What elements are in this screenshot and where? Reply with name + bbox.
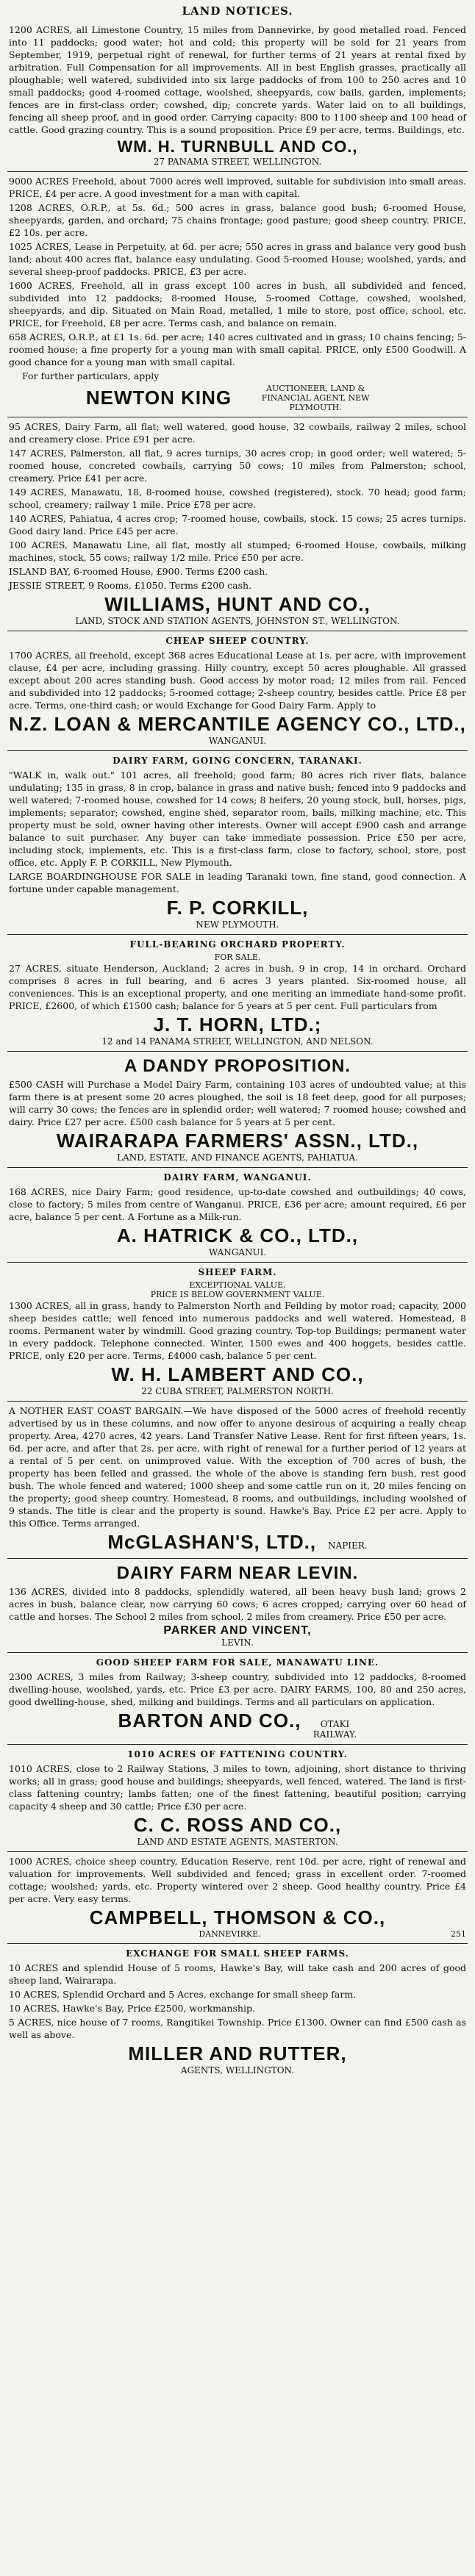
- section-heading: LAND NOTICES.: [182, 4, 293, 18]
- ad-title: A DANDY PROPOSITION.: [124, 1056, 351, 1076]
- agent-name: BARTON AND CO.,: [118, 1709, 301, 1732]
- ad-horn: [7, 935, 468, 1052]
- ad-body: LARGE BOARDINGHOUSE FOR SALE in leading Taranaki town, fine stand, good connection. A fortune under capable management.: [9, 871, 466, 894]
- agent-address: DANNEVIRKE.: [199, 1929, 261, 1939]
- agent-address: 12 and 14 PANAMA STREET, WELLINGTON, AND NELSON.: [101, 1036, 374, 1047]
- listing-item: 658 ACRES, O.R.P., at £1 1s. 6d. per acre; 140 acres cultivated and in grass; 10 chains fencing; 5-roomed house; a fine property for a young man with small capital. PRICE, only £500 Goodwill. A good chance for a young man with small capital.: [9, 331, 466, 367]
- ad-nz-loan: [7, 631, 468, 751]
- listing-item: 10 ACRES, Hawke's Bay, Price £2500, workmanship.: [9, 2003, 255, 2014]
- agent-address: LAND AND ESTATE AGENTS, MASTERTON.: [137, 1837, 338, 1847]
- ad-ross: [7, 1745, 468, 1852]
- agent-address: 22 CUBA STREET, PALMERSTON NORTH.: [141, 1386, 334, 1396]
- agent-name: N.Z. LOAN & MERCANTILE AGENCY CO., LTD.,: [9, 713, 466, 735]
- ad-subtitle: EXCEPTIONAL VALUE.: [189, 1280, 286, 1290]
- listing-item: 10 ACRES, Splendid Orchard and 5 Acres, exchange for small sheep farm.: [9, 1989, 357, 2000]
- agent-name: C. C. ROSS AND CO.,: [133, 1814, 342, 1836]
- ad-title: DAIRY FARM NEAR LEVIN.: [116, 1563, 359, 1583]
- listing-item: 147 ACRES, Palmerston, all flat, 9 acres turnips, 30 acres crop; in good order; well watered; 5-roomed house, concreted cowbails, carrying 50 cows; 10 miles from Palmerston; school, creamery. Price £41 per acre.: [9, 448, 466, 484]
- agent-name: WM. H. TURNBULL AND CO.,: [117, 137, 358, 156]
- listing-item: 149 ACRES, Manawatu, 18, 8-roomed house, cowshed (registered), stock. 70 head; good farm; school, creamery; railway 1 mile. Price £78 per acre.: [9, 487, 466, 510]
- ad-subtitle: PRICE IS BELOW GOVERNMENT VALUE.: [150, 1290, 325, 1299]
- listing-item: 9000 ACRES Freehold, about 7000 acres well improved, suitable for subdivision into small areas. PRICE, £4 per acre. A good investment for a man with capital.: [9, 176, 466, 199]
- ad-subtitle: FOR SALE.: [214, 952, 261, 962]
- agent-name: A. HATRICK & CO., LTD.,: [116, 1224, 359, 1246]
- agent-address: LAND, STOCK AND STATION AGENTS, JOHNSTON ST., WELLINGTON.: [75, 616, 400, 626]
- listing-item: JESSIE STREET, 9 Rooms, £1050. Terms £200 cash.: [9, 580, 252, 591]
- ad-title: GOOD SHEEP FARM FOR SALE, MANAWATU LINE.: [96, 1657, 379, 1668]
- listing-item: 95 ACRES, Dairy Farm, all flat; well watered, good house, 32 cowbails, railway 2 miles, school and creamery close. Price £91 per acre.: [9, 421, 466, 445]
- agent-name: PARKER AND VINCENT,: [163, 1624, 312, 1637]
- listing-item: 1208 ACRES, O.R.P., at 5s. 6d.; 500 acres in grass, balance good bush; 6-roomed House, sheepyards, garden, and orchard; 75 chains frontage; good pasture; good sheep country. PRICE, £2 10s. per acre.: [9, 202, 466, 238]
- ad-lambert: [7, 1263, 468, 1402]
- agent-address: AGENTS, WELLINGTON.: [180, 2065, 295, 2075]
- ad-body: 1700 ACRES, all freehold, except 368 acres Educational Lease at 1s. per acre, with improvement clause, £4 per acre, including grassing. Hilly country, except 50 acres ploughable. All grassed except about 200 acres standing bush. Good access by motor road; 12 miles from rail. Fenced and subdivided into 12 paddocks; 5-roomed cottage; 2-sheep country, besides cattle. Price £8 per acre. Terms, one-third cash; or would Exchange for Good Dairy Farm. Apply to: [9, 650, 466, 711]
- agent-address: WANGANUI.: [208, 1247, 267, 1257]
- agent-name: J. T. HORN, LTD.;: [153, 1013, 322, 1036]
- ad-footer-note: For further particulars, apply: [22, 370, 160, 381]
- ad-barton: [7, 1653, 468, 1745]
- ad-body: A NOTHER EAST COAST BARGAIN.—We have disposed of the 5000 acres of freehold recently advertised by us in these columns, and now offer to anyone desirous of acquiring a really cheap property. Area, 4270 acres, 42 years. Land Transfer Native Lease. Rent for first fifteen years, 1s. 6d. per acre, and after that 2s. per acre, with right of renewal for a further period of 12 years at a rental of 5 per cent. on unimproved value. With the exception of 700 acres of bush, the property has been felled and grassed, the whole of the above is standing fern bush, rest good bush. The whole fenced and watered; 1000 sheep and some cattle run on it, 20 miles fencing on the property; good sheep country. Homestead, 8 rooms, and outbuildings, including woolshed of 9 stands. The title is clear and the property is sound. Hawke's Bay. Price £2 per acre. Apply to this Office. Terms arranged.: [9, 1405, 466, 1529]
- ad-title: DAIRY FARM, WANGANUI.: [163, 1172, 312, 1183]
- agent-name: F. P. CORKILL,: [166, 897, 309, 919]
- ad-wairarapa: [7, 1052, 468, 1168]
- ad-corkill: [7, 751, 468, 935]
- listing-item: 5 ACRES, nice house of 7 rooms, Rangitikei Township. Price £1300. Owner can find £500 cash as well as above.: [9, 2017, 466, 2040]
- ad-williams-hunt: [7, 417, 468, 631]
- agent-address: LAND, ESTATE, AND FINANCE AGENTS, PAHIATUA.: [117, 1152, 358, 1163]
- agent-address: 27 PANAMA STREET, WELLINGTON.: [153, 157, 322, 167]
- agent-name: WILLIAMS, HUNT AND CO.,: [104, 593, 371, 615]
- ad-title: EXCHANGE FOR SMALL SHEEP FARMS.: [126, 1948, 349, 1959]
- ad-title: 1010 ACRES OF FATTENING COUNTRY.: [127, 1749, 348, 1759]
- ad-body: 1200 ACRES, all Limestone Country, 15 miles from Dannevirke, by good metalled road. Fenced into 11 paddocks; good water; hot and cold; this property will be sold for 21 years from September, 1919, perpetual right of renewal, for further terms of 21 years at rental fixed by arbitration. Full Compensation for all improvements. All in best English grasses, practically all ploughable; well watered, subdivided into six large paddocks of from 100 to 250 acres and 10 small paddocks; good 4-roomed cottage, woolshed, sheepyards, cow bails, garden, implements; fences are in first-class order; cowshed, dip; concrete yards. Water laid on to all buildings, fencing all sheep proof, and in good order. Carrying capacity: 800 to 1100 sheep and 100 head of cattle. Good grazing country. This is a sound proposition. Price £9 per acre, terms. Buildings, etc.: [9, 24, 466, 135]
- ad-body: 2300 ACRES, 3 miles from Railway; 3-sheep country, subdivided into 12 paddocks, 8-roomed dwelling-house, woolshed, yards, etc. Price £3 per acre. DAIRY FARMS, 100, 80 and 250 acres, good dwelling-house, shed, milking and buildings. Terms and all particulars on application.: [9, 1671, 466, 1707]
- agent-address: WANGANUI.: [208, 736, 267, 746]
- agent-role: AUCTIONEER, LAND & FINANCIAL AGENT, NEW PLYMOUTH.: [261, 384, 370, 412]
- agent-address: OTAKI RAILWAY.: [312, 1719, 357, 1740]
- classifieds-column: [7, 0, 468, 2080]
- agent-address: NEW PLYMOUTH.: [196, 919, 279, 930]
- ad-body: 27 ACRES, situate Henderson, Auckland; 2 acres in bush, 9 in crop, 14 in orchard. Orchard comprises 8 acres in full bearing, and 6 acres 3 years planted. Six-roomed house, all conveniences. This is an exceptional property, and one meriting an immediate hand-some profit. PRICE, £2600, of which £1500 cash; balance for 5 years at 5 per cent. Full particulars from: [9, 963, 466, 1011]
- ad-title: CHEAP SHEEP COUNTRY.: [165, 636, 310, 646]
- agent-address: NAPIER.: [328, 1540, 368, 1551]
- listing-item: 100 ACRES, Manawatu Line, all flat, mostly all stumped; 6-roomed House, cowbails, milking machines, stock, 55 cows; railway 1/2 mile. Price £50 per acre.: [9, 539, 466, 563]
- ad-mcglashan: [7, 1402, 468, 1559]
- agent-name: MILLER AND RUTTER,: [128, 2042, 347, 2064]
- listing-item: 1600 ACRES, Freehold, all in grass except 100 acres in bush, all subdivided and fenced, subdivided into 12 paddocks; 8-roomed House, 5-roomed Cottage, cowshed, woolshed, sheepyards, and dip. Situated on Main Road, metalled, 1 mile to store, post office, school, etc. PRICE, for Freehold, £8 per acre. Terms cash, and balance on remain.: [9, 280, 466, 329]
- listing-item: 1025 ACRES, Lease in Perpetuity, at 6d. per acre; 550 acres in grass and balance very good bush land; about 400 acres flat, balance easy undulating. Good 5-roomed House; woolshed, yards, and several sheep-proof paddocks. PRICE, £3 per acre.: [9, 241, 466, 277]
- agent-name: W. H. LAMBERT AND CO.,: [111, 1363, 364, 1385]
- ad-reference-number: 251: [451, 1929, 466, 1939]
- ad-title: SHEEP FARM.: [198, 1267, 277, 1277]
- ad-turnbull: [7, 21, 468, 172]
- ad-campbell-thomson: [7, 1852, 468, 1944]
- ad-newton-king: [7, 172, 468, 417]
- ad-body: 136 ACRES, divided into 8 paddocks, splendidly watered, all been heavy bush land; grows 2 acres in bush, balance clear, now carrying 60 cows; 6 acres cropped; carrying over 60 head of cattle and horses. The School 2 miles from school, 2 miles from creamery. Price £50 per acre.: [9, 1586, 466, 1622]
- ad-body: £500 CASH will Purchase a Model Dairy Farm, containing 103 acres of undoubted value; at this farm there is at present some 20 acres ploughed, the soil is 18 feet deep, good for all purposes; will carry 30 cows; the fences are in splendid order; well watered; 7 roomed house; cowshed and dairy. Price £27 per acre. £500 cash balance for 5 years at 5 per cent.: [9, 1079, 466, 1127]
- ad-title: FULL-BEARING ORCHARD PROPERTY.: [129, 939, 346, 950]
- ad-body: 1300 ACRES, all in grass, handy to Palmerston North and Feilding by motor road; capacity, 2000 sheep besides cattle; well fenced into numerous paddocks and well watered. Homestead, 8 rooms. Permanent water by windmill. Good grazing country. Top-top Buildings; permanent water in every paddock. Telephone connected. Winter, 1500 ewes and 400 hoggets, besides cattle. PRICE, only £20 per acre. Terms, £4000 cash, balance 5 per cent.: [9, 1300, 466, 1361]
- agent-name: CAMPBELL, THOMSON & CO.,: [89, 1906, 386, 1929]
- agent-name: WAIRARAPA FARMERS' ASSN., LTD.,: [56, 1130, 419, 1152]
- agent-address: LEVIN.: [221, 1637, 254, 1648]
- ad-parker-vincent: [7, 1559, 468, 1653]
- agent-name: NEWTON KING: [85, 387, 232, 409]
- ad-miller-rutter: [7, 1944, 468, 2080]
- ad-body: 168 ACRES, nice Dairy Farm; good residence, up-to-date cowshed and outbuildings; 40 cows, close to factory; 5 miles from centre of Wanganui. PRICE, £36 per acre; amount required, £6 per acre, balance 5 per cent. A Fortune as a Milk-run.: [9, 1186, 466, 1222]
- ad-body: 1000 ACRES, choice sheep country, Education Reserve, rent 10d. per acre, right of renewal and valuation for improvements. Well subdivided and fenced; grass in excellent order. 7-roomed cottage; woolshed; yards, etc. Property wintered over 2 sheep. Good healthy country. Price £4 per acre. Very easy terms.: [9, 1856, 466, 1904]
- listing-item: 10 ACRES and splendid House of 5 rooms, Hawke's Bay, will take cash and 200 acres of good sheep land, Wairarapa.: [9, 1962, 466, 1986]
- agent-name: McGLASHAN'S, LTD.,: [107, 1531, 317, 1553]
- ad-body: 1010 ACRES, close to 2 Railway Stations, 3 miles to town, adjoining, short distance to thriving works; all in grass; good house and buildings; sheepyards, well fenced, watered. The land is first-class fattening country; lambs fatten; one of the finest fattening, beautiful position; carrying capacity 4 sheep and 30 cattle; Price £30 per acre.: [9, 1763, 466, 1812]
- ad-title: DAIRY FARM, GOING CONCERN, TARANAKI.: [113, 756, 362, 766]
- listing-item: ISLAND BAY, 6-roomed House, £900. Terms £200 cash.: [9, 566, 268, 577]
- listing-item: 140 ACRES, Pahiatua, 4 acres crop; 7-roomed house, cowbails, stock. 15 cows; 25 acres turnips. Good dairy land. Price £45 per acre.: [9, 513, 466, 537]
- ad-hatrick: [7, 1168, 468, 1263]
- ad-body: "WALK in, walk out." 101 acres, all freehold; good farm; 80 acres rich river flats, balance undulating; 135 in grass, 8 in crop, balance in grass and native bush; fenced into 9 paddocks and well watered; 7-roomed house, cowshed for 14 cows; 8 heifers, 20 young stock, bull, horses, pigs, implements; separator; cowshed, engine shed, separator room, bails, milking machine, etc. This property must be sold, owner having other interests. Owner will accept £900 cash and arrange balance to suit purchaser. Any buyer can take immediate possession. Price £50 per acre, including stock, implements, etc. This is a first-class farm, close to factory, school, store, post office, etc. Apply F. P. CORKILL, New Plymouth.: [9, 769, 466, 868]
